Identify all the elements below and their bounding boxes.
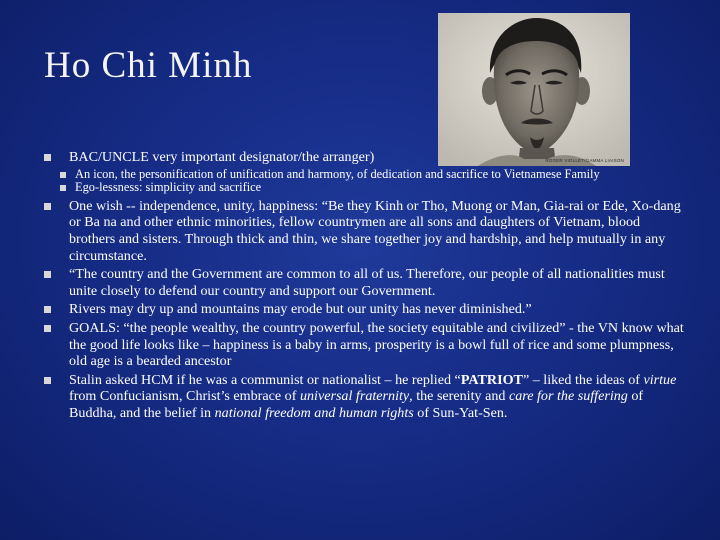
sub-bullet-list — [44, 168, 684, 195]
text-run: , the serenity and — [409, 388, 509, 405]
portrait-image — [438, 13, 630, 166]
square-bullet-icon — [44, 306, 51, 313]
bullet-text: Rivers may dry up and mountains may erode but our unity has never diminished.” — [69, 301, 532, 318]
sub-bullet-item — [60, 181, 684, 195]
text-run: Stalin asked HCM if he was a communist or nationalist – he replied “ — [69, 371, 461, 388]
square-bullet-icon — [60, 172, 66, 178]
square-bullet-icon — [44, 203, 51, 210]
portrait-photo — [438, 13, 630, 166]
patriot-emphasis: PATRIOT — [460, 371, 523, 388]
bullet-item — [44, 149, 684, 166]
bullet-item — [44, 372, 684, 422]
freedom-emphasis: national freedom and human rights — [214, 404, 414, 421]
virtue-emphasis: virtue — [643, 371, 677, 388]
text-run: from Confucianism, Christ’s embrace of — [69, 388, 300, 405]
square-bullet-icon — [44, 154, 51, 161]
photo-credit: ROGER VIOLLET/GAMMA LIAISON — [545, 158, 624, 163]
text-run: ” – liked the ideas of — [522, 371, 644, 388]
bullet-text: One wish -- independence, unity, happiness: “Be they Kinh or Tho, Muong or Man, Gia-rai or Ede, Xo-dang or Ba na and other ethnic minorities, fellow countrymen are all sons and daughters of Vietnam, blood brothers and sisters. Through thick and thin, we share together joy and hardship, and help mutually in any circumstance. — [69, 197, 681, 264]
bullet-item — [44, 301, 684, 318]
bullet-text — [69, 372, 676, 421]
text-run: of Sun-Yat-Sen. — [413, 404, 508, 421]
bullet-text: BAC/UNCLE very important designator/the arranger) — [69, 149, 375, 165]
bullet-item — [44, 198, 684, 264]
bullet-list — [44, 149, 684, 424]
bullet-text: “The country and the Government are common to all of us. Therefore, our people of all nationalities must unite closely to defend our country and support our Government. — [69, 266, 665, 299]
text-run: of Buddha, and the belief in — [69, 388, 644, 421]
square-bullet-icon — [60, 185, 66, 191]
care-emphasis: care for the suffering — [508, 388, 628, 405]
fraternity-emphasis: universal fraternity — [299, 388, 410, 405]
square-bullet-icon — [44, 325, 51, 332]
square-bullet-icon — [44, 377, 51, 384]
bullet-item — [44, 320, 684, 370]
bullet-text: GOALS: “the people wealthy, the country powerful, the society equitable and civilized” - the VN know what the good life looks like – happiness is a baby in arms, prosperity is a bowl full of rice and some plumpness, old age is a bearded ancestor — [69, 319, 684, 370]
sub-bullet-text: Ego-lessness: simplicity and sacrifice — [75, 180, 262, 195]
slide-title: Ho Chi Minh — [44, 45, 253, 86]
sub-bullet-text: An icon, the personification of unification and harmony, of dedication and sacrifice to Vietnamese Family — [75, 166, 600, 181]
bullet-item — [44, 266, 684, 299]
sub-bullet-item — [60, 168, 684, 182]
square-bullet-icon — [44, 271, 51, 278]
